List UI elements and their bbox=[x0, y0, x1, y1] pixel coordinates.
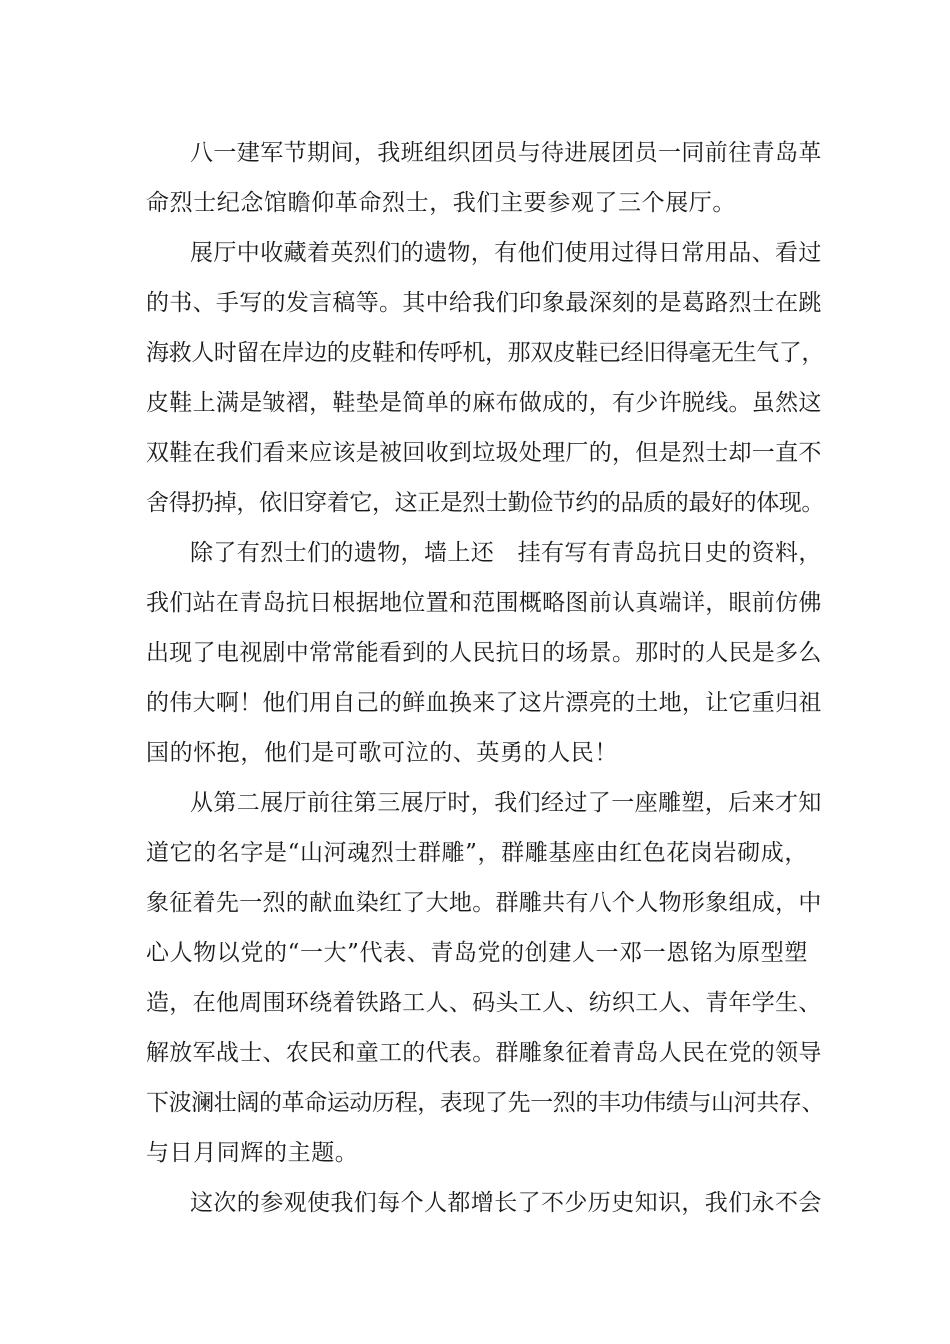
text-line: 象征着先一烈的献血染红了大地。群雕共有八个人物形象组成，中 bbox=[146, 890, 822, 916]
text-line: 造，在他周围环绕着铁路工人、码头工人、纺织工人、青年学生、 bbox=[146, 990, 822, 1016]
text-line: 出现了电视剧中常常能看到的人民抗日的场景。那时的人民是多么 bbox=[146, 640, 822, 666]
text-line: 这次的参观使我们每个人都增长了不少历史知识，我们永不会 bbox=[190, 1190, 822, 1216]
text-line: 下波澜壮阔的革命运动历程，表现了先一烈的丰功伟绩与山河共存、 bbox=[146, 1090, 825, 1116]
text-line: 的伟大啊！他们用自己的鲜血换来了这片漂亮的土地，让它重归祖 bbox=[146, 690, 822, 716]
text-line: 皮鞋上满是皱褶，鞋垫是简单的麻布做成的，有少许脱线。虽然这 bbox=[146, 390, 822, 416]
text-line: 从第二展厅前往第三展厅时，我们经过了一座雕塑，后来才知 bbox=[190, 790, 822, 816]
text-line: 命烈士纪念馆瞻仰革命烈士，我们主要参观了三个展厅。 bbox=[146, 190, 736, 216]
text-line: 解放军战士、农民和童工的代表。群雕象征着青岛人民在党的领导 bbox=[146, 1040, 822, 1066]
text-line: 八一建军节期间，我班组织团员与待进展团员一同前往青岛革 bbox=[190, 140, 822, 166]
text-line: 展厅中收藏着英烈们的遗物，有他们使用过得日常用品、看过 bbox=[190, 240, 822, 266]
text-line: 与日月同辉的主题。 bbox=[146, 1140, 359, 1166]
text-line: 舍得扔掉，依旧穿着它，这正是烈士勤俭节约的品质的最好的体现。 bbox=[146, 490, 825, 516]
text-line: 国的怀抱，他们是可歌可泣的、英勇的人民！ bbox=[146, 740, 618, 766]
text-line: 除了有烈士们的遗物，墙上还 挂有写有青岛抗日史的资料， bbox=[190, 540, 822, 566]
text-line: 海救人时留在岸边的皮鞋和传呼机，那双皮鞋已经旧得毫无生气了， bbox=[146, 340, 825, 366]
text-line: 心人物以党的“一大”代表、青岛党的创建人一邓一恩铭为原型塑 bbox=[146, 940, 808, 966]
text-line: 我们站在青岛抗日根据地位置和范围概略图前认真端详，眼前仿佛 bbox=[146, 590, 822, 616]
text-line: 双鞋在我们看来应该是被回收到垃圾处理厂的，但是烈士却一直不 bbox=[146, 440, 822, 466]
text-line: 的书、手写的发言稿等。其中给我们印象最深刻的是葛路烈士在跳 bbox=[146, 290, 822, 316]
text-line: 道它的名字是“山河魂烈士群雕”，群雕基座由红色花岗岩砌成， bbox=[146, 840, 808, 866]
